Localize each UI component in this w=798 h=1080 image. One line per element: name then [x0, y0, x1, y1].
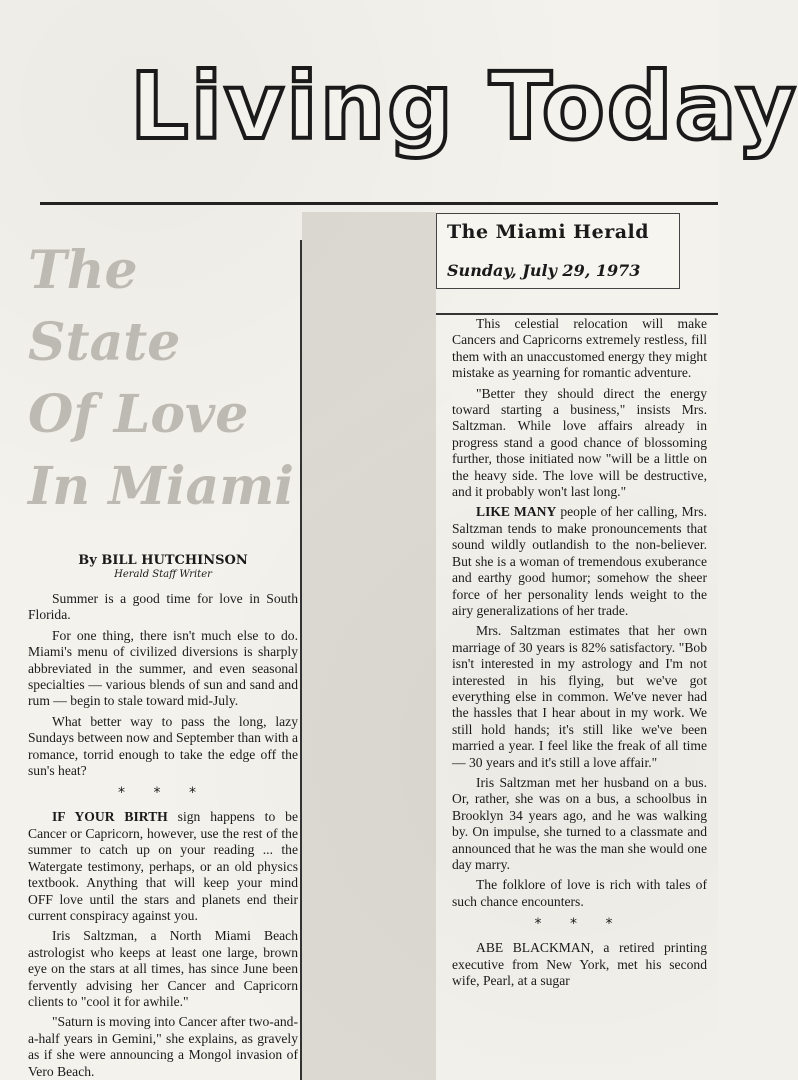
- byline-title: Herald Staff Writer: [114, 569, 212, 580]
- lead-in: IF YOUR BIRTH: [52, 809, 168, 825]
- byline: By BILL HUTCHINSON: [78, 553, 248, 568]
- left-column: [28, 235, 298, 1080]
- article-paragraph: LIKE MANY people of her calling, Mrs. Saltzman tends to make pronouncements that sound wildly outlandish to the non-believer. But she is a woman of tremendous exuberance and earthy good humor; somehow the sheer force of her personality lends weight to the airy generalizations of her trade.: [452, 504, 707, 618]
- headline-line: In Miami: [28, 456, 295, 517]
- lead-in: LIKE MANY: [476, 504, 557, 520]
- article-paragraph: For one thing, there isn't much else to do. Miami's menu of civilized diversions is sharply abbreviated in the summer, and even seasonal specialties — various blends of sun and sand and rum — begin to stale toward mid-July.: [28, 627, 298, 709]
- column-top-rule: [436, 313, 718, 315]
- article-paragraph: Iris Saltzman met her husband on a bus. Or, rather, she was on a bus, a schoolbus in Brooklyn 34 years ago, and he was walking by. On impulse, she turned to a classmate and announced that he was the man she would one day marry.: [452, 774, 707, 872]
- section-separator: * * *: [118, 785, 208, 802]
- article-paragraph: "Saturn is moving into Cancer after two-and-a-half years in Gemini," she explains, as gravely as if she were announcing a Mongol invasion of Vero Beach.: [28, 1014, 298, 1079]
- fold-shadow: [302, 212, 436, 1080]
- column-rule: [300, 240, 302, 1080]
- article-paragraph: Iris Saltzman, a North Miami Beach astrologist who keeps at least one large, brown eye on the stars at all times, has since June been fervently advising her Cancer and Capricorn clients to "cool it for awhile.": [28, 928, 298, 1009]
- section-separator: * * *: [534, 916, 625, 933]
- headline-line: Of Love: [28, 384, 249, 445]
- article-paragraph: IF YOUR BIRTH sign happens to be Cancer or Capricorn, however, use the rest of the summer to catch up on your reading ... the Watergate testimony, perhaps, or an old physics textbook. Anything that will keep your mind OFF love until the stars and planets end their current conspiracy against you.: [28, 809, 298, 923]
- article-paragraph: What better way to pass the long, lazy Sundays between now and September than with a romance, torrid enough to take the edge off the sun's heat?: [28, 713, 298, 779]
- article-paragraph: Summer is a good time for love in South Florida.: [28, 591, 298, 623]
- newspaper-name: The Miami Herald: [447, 221, 650, 243]
- headline-line: The State: [28, 240, 181, 373]
- article-paragraph: ABE BLACKMAN, a retired printing executive from New York, met his second wife, Pearl, at a sugar: [452, 940, 707, 989]
- article-paragraph: "Better they should direct the energy toward starting a business," insists Mrs. Saltzman. While love affairs already in progress stand a good chance of blossoming further, those initiated now "will be a little on the heavy side. The love will be destructive, and it probably won't last long.": [452, 385, 707, 500]
- masthead-rule: [40, 202, 718, 205]
- section-masthead: Living Today: [130, 53, 798, 160]
- article-paragraph: The folklore of love is rich with tales of such chance encounters.: [452, 877, 707, 909]
- publication-date: Sunday, July 29, 1973: [447, 261, 641, 280]
- article-paragraph: Mrs. Saltzman estimates that her own marriage of 30 years is 82% satisfactory. "Bob isn't interested in my astrology and I'm not interested in his flying, but we've got everything else in common. We've never had the hassles that I hear about in my work. We still hold hands; it's still like we've been married a year. I feel like the freak of all time — 30 years and it's still a love affair.": [452, 623, 707, 770]
- article-headline: [28, 235, 298, 523]
- article-paragraph: This celestial relocation will make Cancers and Capricorns extremely restless, fill them with an unaccustomed energy they might mistake as yearning for romantic adventure.: [452, 316, 707, 381]
- dateline-box: [436, 213, 680, 289]
- right-column: [452, 316, 707, 989]
